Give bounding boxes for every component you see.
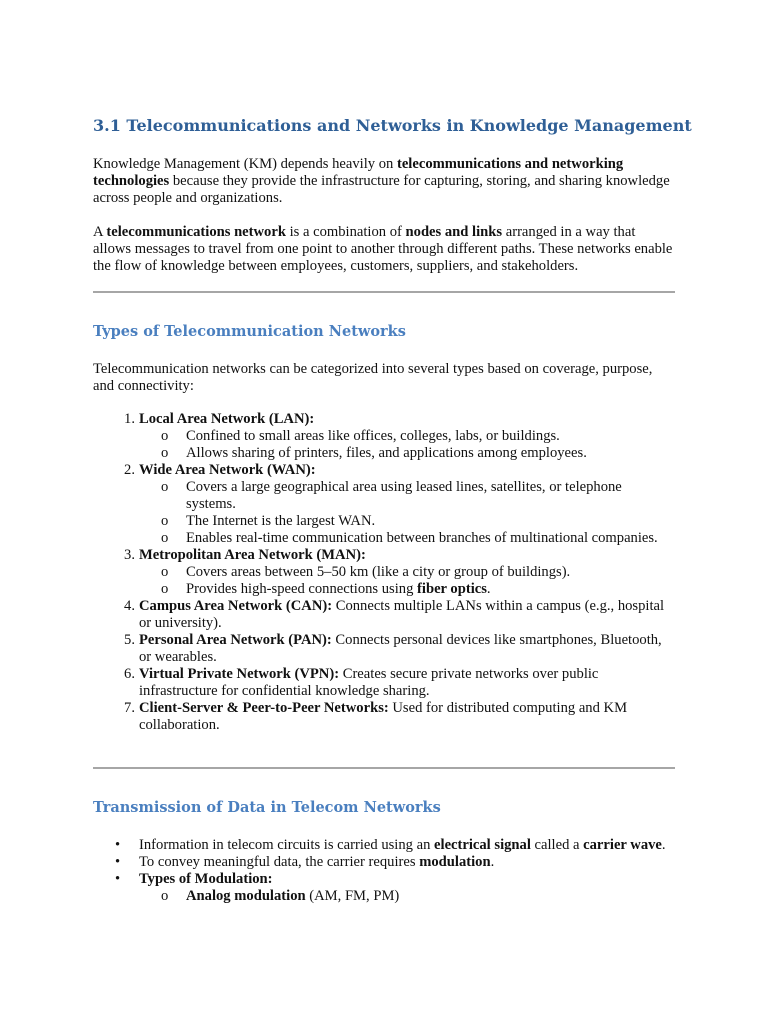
sub-bullet-icon: o bbox=[161, 445, 169, 461]
intro-paragraph-1 bbox=[93, 156, 675, 207]
text-run: . bbox=[661, 837, 666, 853]
sub-bullet-icon: o bbox=[161, 513, 169, 529]
bold-run: telecommunications network bbox=[106, 224, 286, 240]
list-item-man bbox=[93, 547, 675, 564]
types-intro-paragraph: Telecommunication networks can be categorized into several types based on coverage, purpose, and connectivity: bbox=[93, 361, 653, 394]
bullet-item bbox=[93, 854, 675, 871]
list-item-vpn bbox=[93, 666, 675, 700]
bullet-icon: • bbox=[115, 837, 121, 853]
text-run: . bbox=[486, 581, 491, 597]
item-label: Metropolitan Area Network (MAN): bbox=[139, 547, 366, 563]
sub-item-text: The Internet is the largest WAN. bbox=[186, 513, 376, 529]
item-label: Virtual Private Network (VPN): bbox=[139, 666, 340, 682]
list-item-pan bbox=[93, 632, 675, 666]
sub-bullet-icon: o bbox=[161, 428, 169, 444]
text-run: Knowledge Management (KM) depends heavily on bbox=[93, 156, 397, 172]
sub-bullet-icon: o bbox=[161, 581, 169, 597]
text-run: called a bbox=[530, 837, 584, 853]
item-label: Campus Area Network (CAN): bbox=[139, 598, 333, 614]
text-run: is a combination of bbox=[285, 224, 406, 240]
transmission-list bbox=[93, 837, 675, 905]
list-item-client-server bbox=[93, 700, 675, 734]
list-number: 3. bbox=[124, 547, 135, 563]
list-item-wan bbox=[93, 462, 675, 479]
item-label: Personal Area Network (PAN): bbox=[139, 632, 332, 648]
list-number: 4. bbox=[124, 598, 135, 614]
sub-item-text: Enables real-time communication between branches of multinational companies. bbox=[186, 530, 658, 546]
bold-run: telecommunications and networking technologies bbox=[93, 156, 624, 189]
horizontal-divider bbox=[93, 291, 675, 293]
text-run: Information in telecom circuits is carried using an bbox=[139, 837, 435, 853]
sub-item bbox=[93, 581, 675, 598]
bold-run: Types of Modulation: bbox=[139, 871, 273, 887]
sub-bullet-icon: o bbox=[161, 530, 169, 546]
sub-item bbox=[93, 513, 675, 530]
text-run: A bbox=[93, 224, 107, 240]
bold-run: Analog modulation bbox=[186, 888, 306, 904]
bold-run: electrical signal bbox=[434, 837, 531, 853]
network-types-list bbox=[93, 411, 675, 734]
bullet-icon: • bbox=[115, 854, 121, 870]
section-heading-transmission: Transmission of Data in Telecom Networks bbox=[93, 799, 441, 816]
list-number: 5. bbox=[124, 632, 135, 648]
sub-item-text: Confined to small areas like offices, colleges, labs, or buildings. bbox=[186, 428, 560, 444]
item-text: Connects personal devices like smartphones, Bluetooth, or wearables. bbox=[139, 632, 662, 665]
list-number: 2. bbox=[124, 462, 135, 478]
sub-item bbox=[93, 888, 675, 905]
bold-run: fiber optics bbox=[417, 581, 487, 597]
sub-item bbox=[93, 530, 675, 547]
bullet-item bbox=[93, 871, 675, 888]
text-run: arranged in a way that allows messages to travel from one point to another through different paths. These networks enable the flow of knowledge between employees, customers, suppliers, and stakeholders. bbox=[93, 224, 673, 274]
item-label: Client-Server & Peer-to-Peer Networks: bbox=[139, 700, 389, 716]
sub-item-text: Allows sharing of printers, files, and applications among employees. bbox=[186, 445, 587, 461]
list-item-can bbox=[93, 598, 675, 632]
item-text: Connects multiple LANs within a campus (e.g., hospital or university). bbox=[139, 598, 665, 631]
sub-item bbox=[93, 428, 675, 445]
text-run: . bbox=[490, 854, 495, 870]
section-heading-types: Types of Telecommunication Networks bbox=[93, 323, 406, 340]
item-text: Creates secure private networks over public infrastructure for confidential knowledge sharing. bbox=[139, 666, 599, 699]
item-text: Used for distributed computing and KM collaboration. bbox=[139, 700, 628, 733]
bold-run: nodes and links bbox=[405, 224, 503, 240]
sub-bullet-icon: o bbox=[161, 564, 169, 580]
horizontal-divider bbox=[93, 767, 675, 769]
bullet-icon: • bbox=[115, 871, 121, 887]
list-number: 7. bbox=[124, 700, 135, 716]
list-item-lan bbox=[93, 411, 675, 428]
sub-item-text: Covers a large geographical area using leased lines, satellites, or telephone systems. bbox=[186, 479, 622, 512]
sub-bullet-icon: o bbox=[161, 888, 169, 904]
sub-item bbox=[93, 445, 675, 462]
sub-bullet-icon: o bbox=[161, 479, 169, 495]
item-label: Local Area Network (LAN): bbox=[139, 411, 315, 427]
sub-item-text: Covers areas between 5–50 km (like a city or group of buildings). bbox=[186, 564, 571, 580]
item-label: Wide Area Network (WAN): bbox=[139, 462, 316, 478]
text-run: To convey meaningful data, the carrier requires bbox=[139, 854, 420, 870]
text-run: Provides high-speed connections using bbox=[186, 581, 418, 597]
list-number: 6. bbox=[124, 666, 135, 682]
bold-run: modulation bbox=[419, 854, 491, 870]
text-run: because they provide the infrastructure for capturing, storing, and sharing knowledge across people and organizations. bbox=[93, 173, 670, 206]
sub-item bbox=[93, 479, 675, 513]
page-title: 3.1 Telecommunications and Networks in Knowledge Management bbox=[93, 116, 692, 135]
text-run: (AM, FM, PM) bbox=[305, 888, 400, 904]
bullet-item bbox=[93, 837, 675, 854]
bold-run: carrier wave bbox=[583, 837, 662, 853]
sub-item bbox=[93, 564, 675, 581]
list-number: 1. bbox=[124, 411, 135, 427]
intro-paragraph-2 bbox=[93, 224, 675, 275]
